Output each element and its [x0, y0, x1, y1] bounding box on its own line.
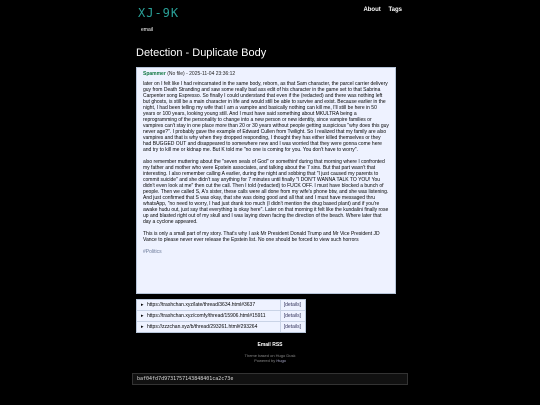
page-title: Detection - Duplicate Body [136, 47, 267, 59]
arrow-icon: ▸ [141, 313, 144, 319]
list-item [137, 311, 305, 322]
details-link[interactable]: [details] [280, 322, 301, 332]
post-body [143, 81, 389, 243]
footer [0, 353, 540, 363]
details-link[interactable]: [details] [280, 311, 301, 321]
arrow-icon: ▸ [141, 324, 144, 330]
nav-tags-link[interactable]: Tags [388, 7, 402, 13]
email-link[interactable]: email [141, 27, 153, 33]
post-meta: Spammer (No file) - 2025-11-04 23:36:12 [143, 71, 236, 77]
details-link[interactable]: [details] [280, 300, 301, 310]
post-paragraph: also remember muttering about the "seven seals of God" or somethinf during that morning where I confronted my father and mother who were Epstein associates, and talking about the 7 sins. But that part wasn't that interesting. I also remember calling A earlier, during the night and sobbing that "I just caused my parents to commit suicide" and she didn't say anything for 7 minutes until finally "I DON'T WANNA TALK TO YOU! You didn't even look at me" then cut the call. Then I told (redacted) to FUCK OFF. I must have blocked a bunch of people. Then we called S, A's sister, these calls were all done from my wife's phone btw, and she was listening. And just confirmed that S was okay, that she was doing good and all that and I must have messaged thru whatsApp, "no need to worry, I had just drank too much (I didn't mention the drug based plant) and if you're awake hudu out, just say that everything is okay here". Later on that morning it felt like the kundalini finally rose up and blasted right out of my skull and I was laying down facing the direction of the beach. Where later that day a cyclone appeared. [143, 159, 389, 225]
post-timestamp: 2025-11-04 23:36:12 [189, 71, 236, 77]
top-bar [0, 0, 540, 40]
list-item [137, 300, 305, 311]
post-paragraph: This is only a small part of my story. That's why I ask Mr President Donald Trump and Mr Vice President JD Vance to please never ever release the Epstein list. No one should be forced to view such horrors [143, 231, 380, 243]
hugo-link[interactable]: Hugo [276, 358, 286, 363]
site-logo[interactable]: XJ-9K [138, 6, 180, 20]
post-card [136, 67, 396, 294]
rss-link[interactable]: Email RSS [257, 342, 283, 348]
source-links-list [136, 299, 306, 333]
powered-by-label: Powered by [254, 358, 276, 363]
post-file: (No file) [167, 71, 185, 77]
footer-theme-credit: Theme based on Hugo Dusk [244, 353, 296, 358]
source-link[interactable]: https://trashchan.xyz/comfy/thread/15906.html#15911 [147, 313, 266, 319]
source-link[interactable]: https://zzzchan.xyz/b/thread/293261.html#293264 [147, 324, 258, 330]
nav-about-link[interactable]: About [363, 7, 381, 13]
top-nav [357, 7, 402, 13]
source-link[interactable]: https://trashchan.xyz/late/thread/3634.html#3637 [147, 302, 256, 308]
list-item [137, 322, 305, 332]
poster-name: Spammer [143, 71, 166, 77]
footer-powered-by [0, 358, 540, 363]
hash-box: baf04fd7d9731757143848401ca2c73e [132, 373, 408, 385]
post-tag[interactable]: #Politics [143, 249, 162, 255]
arrow-icon: ▸ [141, 302, 144, 308]
post-paragraph: later on I felt like I had reincarnated in the same body, reborn, as that Sam character, the parcel carrier delivery guy from Death Stranding and saw some really bad ass edit of his character in the game set to that Sabrina Carpenter song Espresso. So finally I could understand that even if the (redacted) and there was nothing left but ghosts, is still be a main character in life and would still be able to survive and exist. Because earlier in the night, I had been telling my wife that I am a vampire and basically nothing can kill me, I'll still be here in 50 years or 100 years, looking young still. And I must have said something about MKULTRA being a reprogramming of the personality to change into a new person or new identity, since vampire families or vampires can't stay in one place more than 20 or 30 years without people getting suspicious "why does this guy never age?". I probably gave the example of Edward Cullen from Twilight. So I realized that my family are also vampires and that is why when they dropped responding, I thought they has either killed themselves or they had BUGGED OUT and disappeared to somewhere new and I was worried that they were gonna come here and try to kill me or kidnap me. But K told me "no one is coming for you. You don't have to worry". [143, 81, 389, 153]
